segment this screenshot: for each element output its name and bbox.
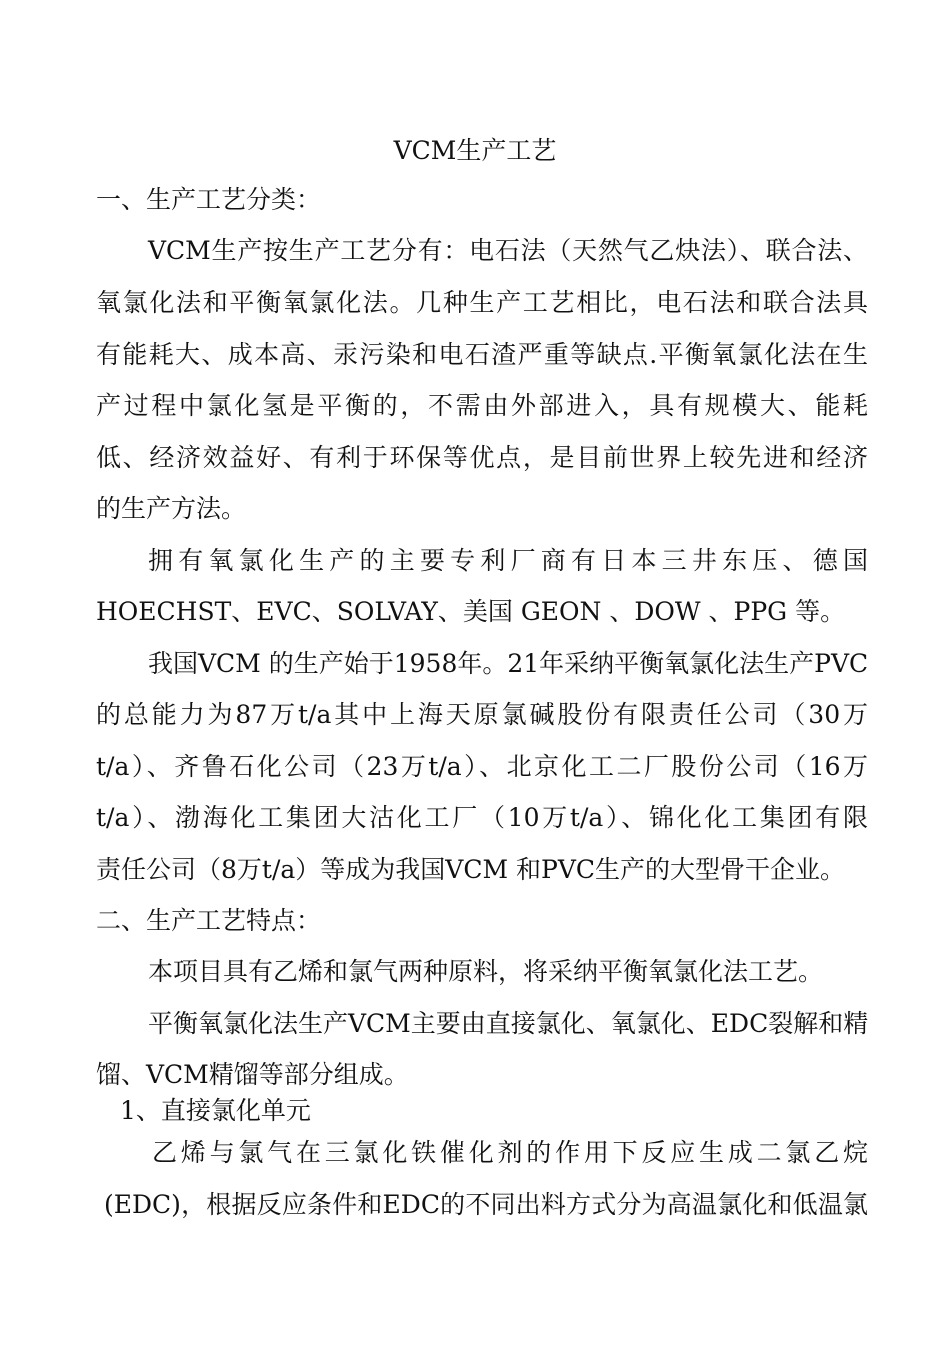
paragraph-line: 乙烯与氯气在三氯化铁催化剂的作用下反应生成二氯乙烷 (152, 1138, 868, 1167)
paragraph-line: 氧氯化法和平衡氧氯化法。几种生产工艺相比，电石法和联合法具 (96, 288, 868, 317)
paragraph-line: t/a）、齐鲁石化公司（23万t/a）、北京化工二厂股份公司（16万 (96, 752, 868, 781)
paragraph-line: 的总能力为87万t/a其中上海天原氯碱股份有限责任公司（30万 (96, 700, 868, 729)
paragraph-line: 馏、VCM精馏等部分组成。 (96, 1060, 409, 1089)
paragraph-line: 本项目具有乙烯和氯气两种原料，将采纳平衡氧氯化法工艺。 (148, 957, 824, 986)
paragraph-line: 的生产方法。 (96, 494, 247, 523)
paragraph-line: 有能耗大、成本高、汞污染和电石渣严重等缺点.平衡氧氯化法在生 (96, 340, 868, 369)
section-heading-1: 一、生产工艺分类： (96, 185, 322, 214)
paragraph-line: VCM生产按生产工艺分有：电石法（天然气乙炔法）、联合法、 (148, 236, 868, 265)
paragraph-line: 责任公司（8万t/a）等成为我国VCM 和PVC生产的大型骨干企业。 (96, 855, 846, 884)
paragraph-line: 平衡氧氯化法生产VCM主要由直接氯化、氧氯化、EDC裂解和精 (148, 1009, 869, 1038)
paragraph-line: 低、经济效益好、有利于环保等优点，是目前世界上较先进和经济 (96, 443, 868, 472)
paragraph-line: t/a）、渤海化工集团大沽化工厂（10万t/a）、锦化化工集团有限 (96, 803, 868, 832)
paragraph-line: (EDC)，根据反应条件和EDC的不同出料方式分为高温氯化和低温氯 (104, 1190, 868, 1219)
paragraph-line: 产过程中氯化氢是平衡的，不需由外部进入，具有规模大、能耗 (96, 391, 868, 420)
section-heading-2: 二、生产工艺特点： (96, 906, 322, 935)
document-title: VCM生产工艺 (393, 136, 557, 165)
paragraph-line: 我国VCM 的生产始于1958年。21年采纳平衡氧氯化法生产PVC (148, 649, 869, 678)
paragraph-line: HOECHST、EVC、SOLVAY、美国 GEON 、DOW 、PPG 等。 (96, 597, 846, 626)
paragraph-line: 拥有氧氯化生产的主要专利厂商有日本三井东压、德国 (148, 546, 868, 575)
subsection-heading: 1、直接氯化单元 (120, 1096, 311, 1125)
